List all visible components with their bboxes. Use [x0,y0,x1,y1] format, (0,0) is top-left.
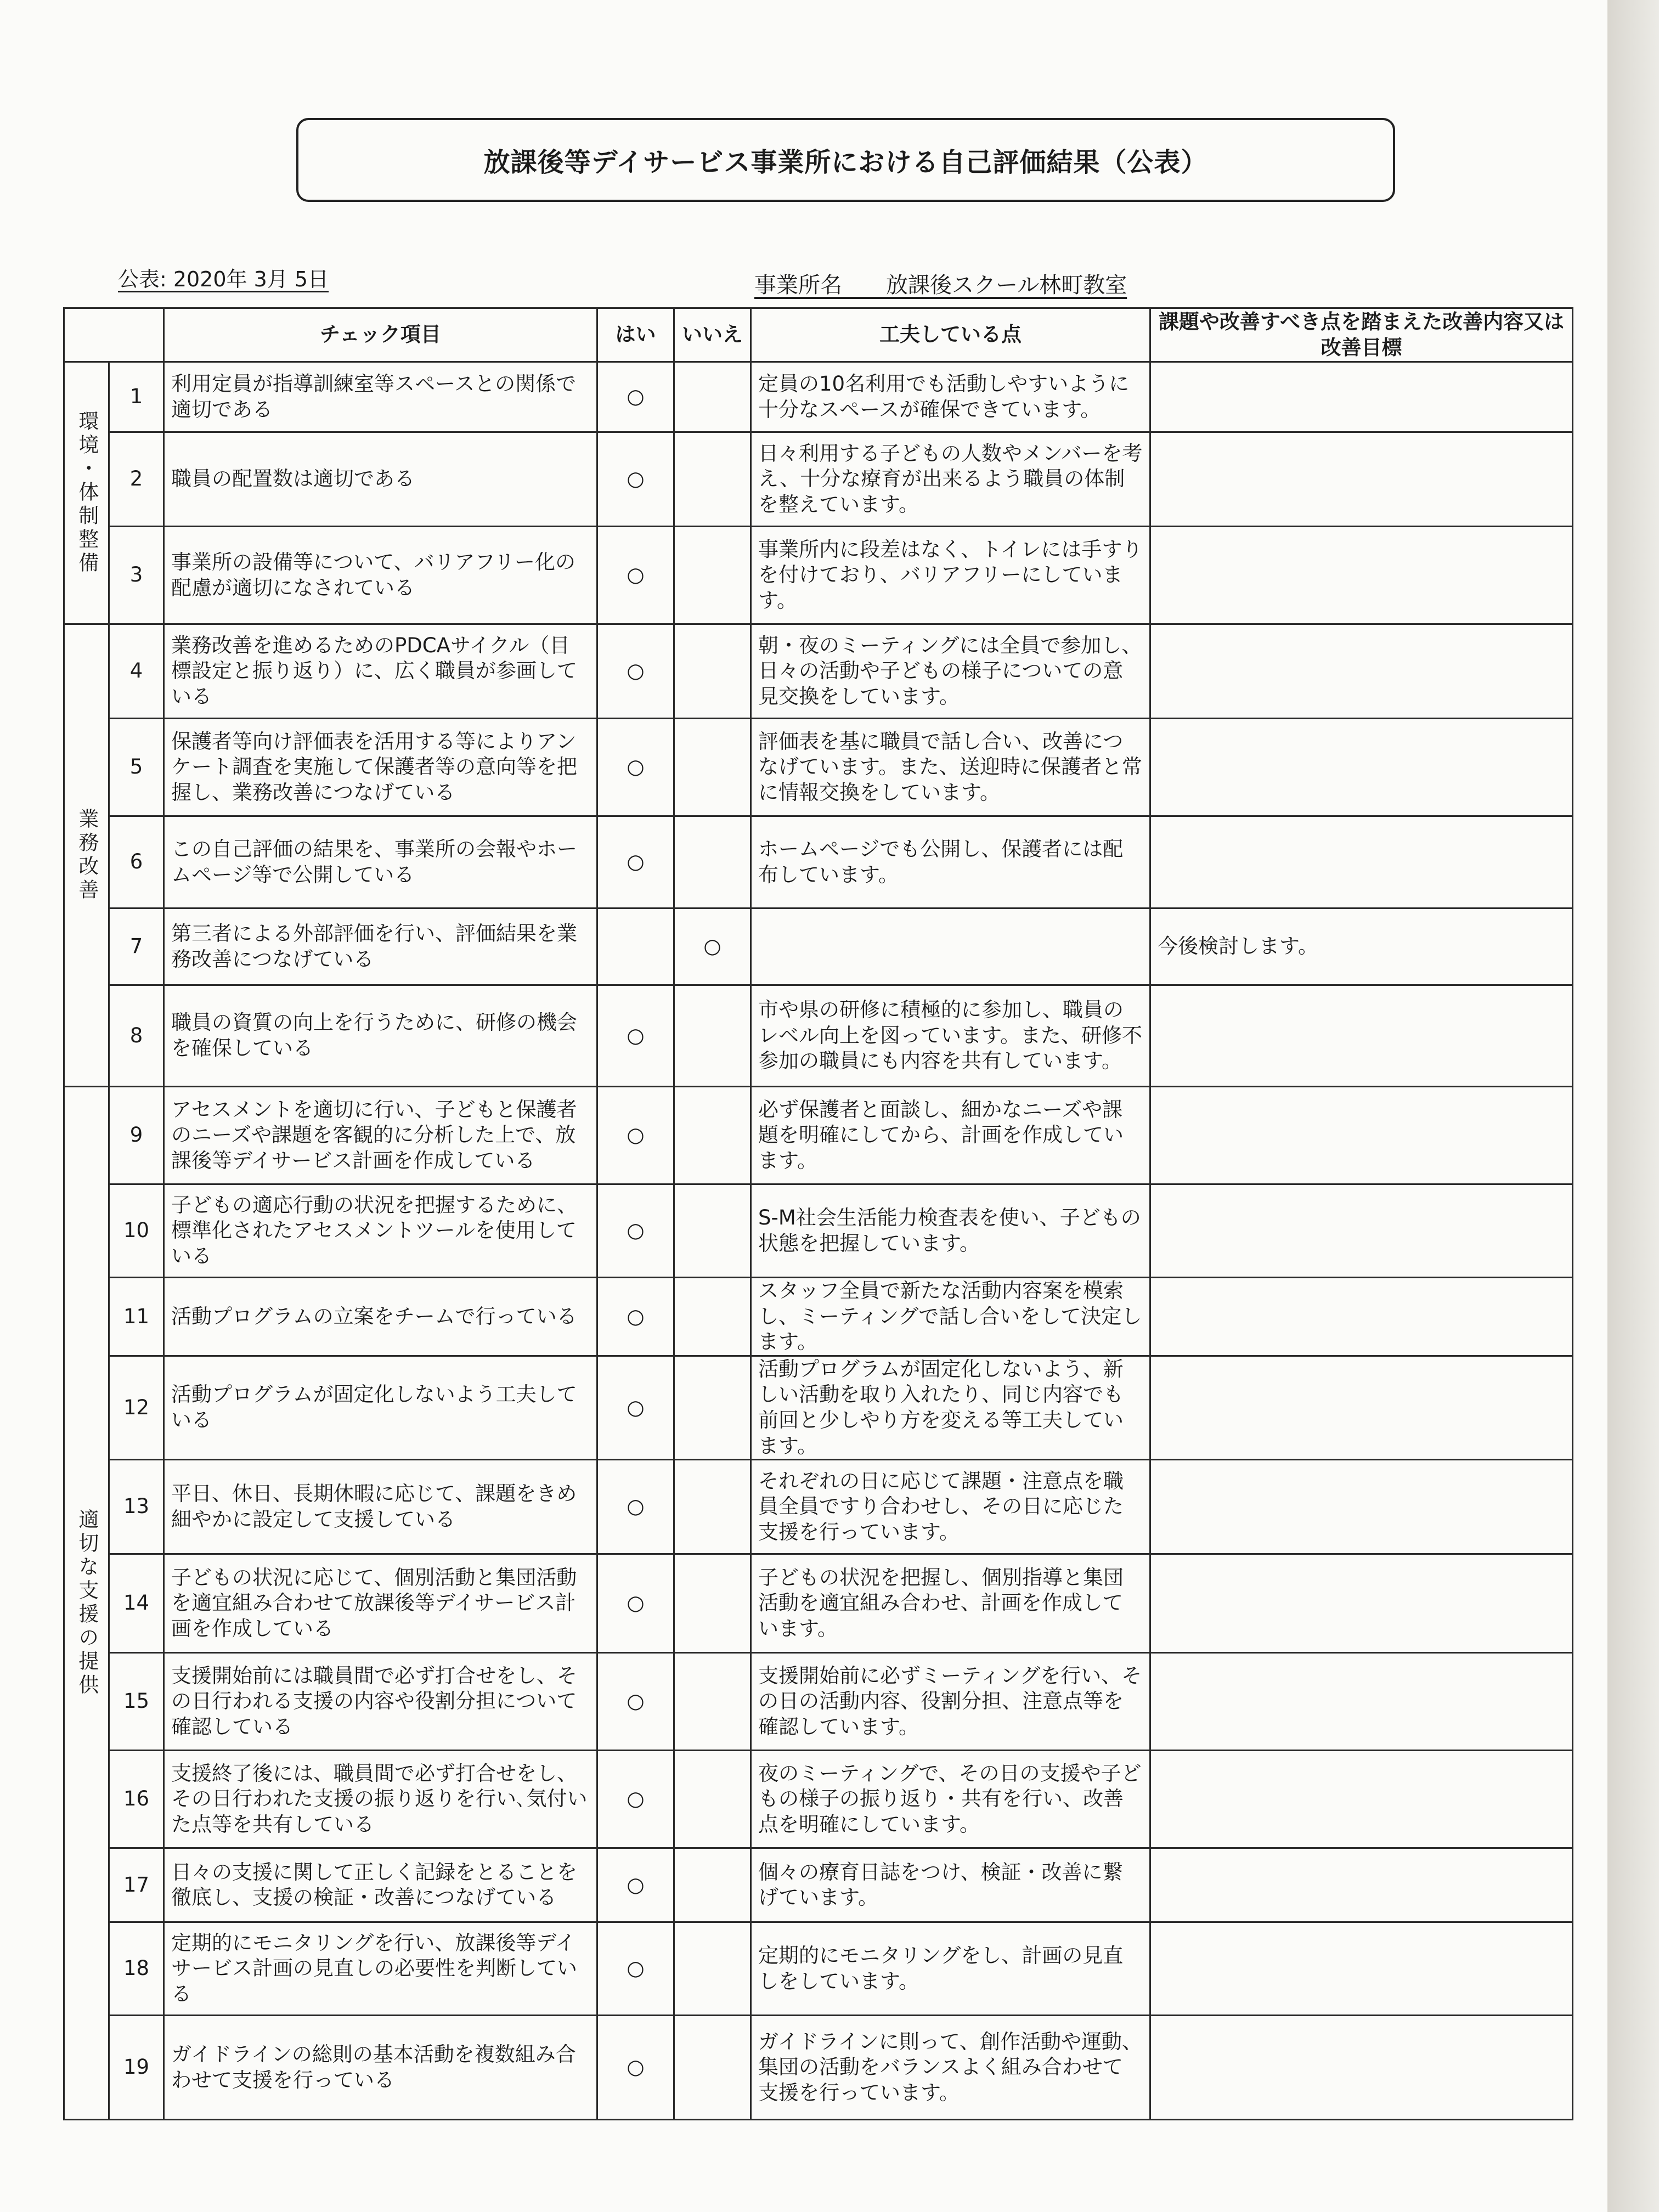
document-title: 放課後等デイサービス事業所における自己評価結果（公表） [296,118,1395,202]
no-mark [674,816,751,909]
check-item: 子どもの適応行動の状況を把握するために、標準化されたアセスメントツールを使用している [164,1184,597,1278]
improvement-goal [1150,624,1573,719]
table-row [64,985,1573,1087]
effort-text: 事業所内に段差はなく、トイレには手すりを付けており、バリアフリーにしています。 [751,527,1150,624]
check-item: ガイドラインの総則の基本活動を複数組み合わせて支援を行っている [164,2016,597,2120]
effort-text: S-M社会生活能力検査表を使い、子どもの状態を把握しています。 [751,1184,1150,1278]
yes-mark: ○ [597,362,674,432]
yes-mark: ○ [597,624,674,719]
check-item: この自己評価の結果を、事業所の会報やホームページ等で公開している [164,816,597,909]
item-number: 14 [109,1554,164,1653]
category-environment: 環境・体制整備 [64,362,109,624]
item-number: 6 [109,816,164,909]
improvement-goal [1150,816,1573,909]
improvement-goal [1150,719,1573,816]
table-row [64,1922,1573,2016]
improvement-goal [1150,1278,1573,1356]
no-mark: ○ [674,909,751,985]
yes-mark: ○ [597,1751,674,1848]
check-item: 第三者による外部評価を行い、評価結果を業務改善につなげている [164,909,597,985]
check-item: 事業所の設備等について、バリアフリー化の配慮が適切になされている [164,527,597,624]
effort-text: 個々の療育日誌をつけ、検証・改善に繋げています。 [751,1848,1150,1922]
yes-mark: ○ [597,1848,674,1922]
header-improvement-goal: 課題や改善すべき点を踏まえた改善内容又は改善目標 [1150,308,1573,362]
item-number: 7 [109,909,164,985]
check-item: 定期的にモニタリングを行い、放課後等デイサービス計画の見直しの必要性を判断している [164,1922,597,2016]
effort-text: それぞれの日に応じて課題・注意点を職員全員ですり合わせし、その日に応じた支援を行っています。 [751,1460,1150,1554]
check-item: 平日、休日、長期休暇に応じて、課題をきめ細やかに設定して支援している [164,1460,597,1554]
effort-text: スタッフ全員で新たな活動内容案を模索し、ミーティングで話し合いをして決定します。 [751,1278,1150,1356]
item-number: 17 [109,1848,164,1922]
check-item: 支援終了後には、職員間で必ず打合せをし、その日行われた支援の振り返りを行い､気付いた点等を共有している [164,1751,597,1848]
table-row [64,432,1573,527]
table-row [64,624,1573,719]
item-number: 1 [109,362,164,432]
item-number: 8 [109,985,164,1087]
check-item: 活動プログラムが固定化しないよう工夫している [164,1356,597,1459]
yes-mark: ○ [597,1087,674,1184]
improvement-goal [1150,527,1573,624]
item-number: 5 [109,719,164,816]
table-row [64,1087,1573,1184]
yes-mark: ○ [597,2016,674,2120]
table-row [64,362,1573,432]
item-number: 15 [109,1653,164,1751]
table-row [64,1751,1573,1848]
effort-text: 市や県の研修に積極的に参加し、職員のレベル向上を図っています。また、研修不参加の職員にも内容を共有しています。 [751,985,1150,1087]
improvement-goal [1150,1554,1573,1653]
improvement-goal [1150,1751,1573,1848]
check-item: 支援開始前には職員間で必ず打合せをし、その日行われる支援の内容や役割分担について確認している [164,1653,597,1751]
item-number: 11 [109,1278,164,1356]
effort-text: 朝・夜のミーティングには全員で参加し、日々の活動や子どもの様子についての意見交換をしています。 [751,624,1150,719]
improvement-goal [1150,1356,1573,1459]
item-number: 16 [109,1751,164,1848]
yes-mark: ○ [597,985,674,1087]
yes-mark: ○ [597,1356,674,1459]
effort-text: 夜のミーティングで、その日の支援や子どもの様子の振り返り・共有を行い、改善点を明確にしています。 [751,1751,1150,1848]
effort-text: 子どもの状況を把握し、個別指導と集団活動を適宜組み合わせ、計画を作成しています。 [751,1554,1150,1653]
item-number: 10 [109,1184,164,1278]
effort-text: 定員の10名利用でも活動しやすいように十分なスペースが確保できています。 [751,362,1150,432]
no-mark [674,719,751,816]
no-mark [674,1751,751,1848]
check-item: 業務改善を進めるためのPDCAサイクル（目標設定と振り返り）に、広く職員が参画している [164,624,597,719]
yes-mark: ○ [597,432,674,527]
no-mark [674,432,751,527]
no-mark [674,1554,751,1653]
check-item: 職員の資質の向上を行うために、研修の機会を確保している [164,985,597,1087]
no-mark [674,2016,751,2120]
item-number: 2 [109,432,164,527]
improvement-goal [1150,1848,1573,1922]
effort-text: 活動プログラムが固定化しないよう、新しい活動を取り入れたり、同じ内容でも前回と少しやり方を変える等工夫しています。 [751,1356,1150,1459]
no-mark [674,1356,751,1459]
item-number: 18 [109,1922,164,2016]
improvement-goal [1150,1460,1573,1554]
business-name: 事業所名 放課後スクール林町教室 [754,273,1127,298]
table-row [64,1848,1573,1922]
yes-mark: ○ [597,527,674,624]
yes-mark: ○ [597,1653,674,1751]
check-item: アセスメントを適切に行い、子どもと保護者のニーズや課題を客観的に分析した上で、放課後等デイサービス計画を作成している [164,1087,597,1184]
no-mark [674,1278,751,1356]
improvement-goal [1150,362,1573,432]
effort-text: ホームページでも公開し、保護者には配布しています。 [751,816,1150,909]
yes-mark: ○ [597,1460,674,1554]
yes-mark: ○ [597,816,674,909]
table-row [64,2016,1573,2120]
item-number: 13 [109,1460,164,1554]
check-item: 子どもの状況に応じて、個別活動と集団活動を適宜組み合わせて放課後等デイサービス計画を作成している [164,1554,597,1653]
improvement-goal [1150,1922,1573,2016]
item-number: 9 [109,1087,164,1184]
check-item: 保護者等向け評価表を活用する等によりアンケート調査を実施して保護者等の意向等を把握し、業務改善につなげている [164,719,597,816]
improvement-goal [1150,1184,1573,1278]
no-mark [674,527,751,624]
yes-mark: ○ [597,1922,674,2016]
table-row [64,1278,1573,1356]
header-blank [64,308,164,362]
no-mark [674,1184,751,1278]
table-row [64,1184,1573,1278]
effort-text: 支援開始前に必ずミーティングを行い、その日の活動内容、役割分担、注意点等を確認しています。 [751,1653,1150,1751]
improvement-goal [1150,1653,1573,1751]
no-mark [674,985,751,1087]
table-row [64,1653,1573,1751]
paper-edge [1607,0,1659,2212]
header-effort: 工夫している点 [751,308,1150,362]
header-yes: はい [597,308,674,362]
no-mark [674,1922,751,2016]
improvement-goal [1150,432,1573,527]
table-row [64,1554,1573,1653]
check-item: 職員の配置数は適切である [164,432,597,527]
yes-mark: ○ [597,719,674,816]
no-mark [674,1460,751,1554]
item-number: 19 [109,2016,164,2120]
effort-text: 定期的にモニタリングをし、計画の見直しをしています。 [751,1922,1150,2016]
table-row [64,719,1573,816]
table-row [64,1356,1573,1459]
no-mark [674,1653,751,1751]
header-check-item: チェック項目 [164,308,597,362]
table-row [64,527,1573,624]
effort-text: 評価表を基に職員で話し合い、改善につなげています。また、送迎時に保護者と常に情報交換をしています。 [751,719,1150,816]
check-item: 日々の支援に関して正しく記録をとることを徹底し、支援の検証・改善につなげている [164,1848,597,1922]
table-row [64,909,1573,985]
table-row [64,816,1573,909]
self-evaluation-table [63,307,1573,2120]
improvement-goal [1150,985,1573,1087]
item-number: 4 [109,624,164,719]
header-no: いいえ [674,308,751,362]
no-mark [674,1087,751,1184]
effort-text: 日々利用する子どもの人数やメンバーを考え、十分な療育が出来るよう職員の体制を整えています。 [751,432,1150,527]
publication-date: 公表: 2020年 3月 5日 [118,267,329,291]
effort-text [751,909,1150,985]
no-mark [674,1848,751,1922]
item-number: 12 [109,1356,164,1459]
effort-text: 必ず保護者と面談し、細かなニーズや課題を明確にしてから、計画を作成しています。 [751,1087,1150,1184]
check-item: 利用定員が指導訓練室等スペースとの関係で適切である [164,362,597,432]
category-operations: 業務改善 [64,624,109,1087]
effort-text: ガイドラインに則って、創作活動や運動、集団の活動をバランスよく組み合わせて支援を行っています。 [751,2016,1150,2120]
table-row [64,1460,1573,1554]
no-mark [674,624,751,719]
yes-mark: ○ [597,1278,674,1356]
category-support: 適切な支援の提供 [64,1087,109,2120]
check-item: 活動プログラムの立案をチームで行っている [164,1278,597,1356]
yes-mark: ○ [597,1554,674,1653]
item-number: 3 [109,527,164,624]
improvement-goal: 今後検討します。 [1150,909,1573,985]
improvement-goal [1150,1087,1573,1184]
header-row [64,308,1573,362]
yes-mark [597,909,674,985]
improvement-goal [1150,2016,1573,2120]
no-mark [674,362,751,432]
yes-mark: ○ [597,1184,674,1278]
